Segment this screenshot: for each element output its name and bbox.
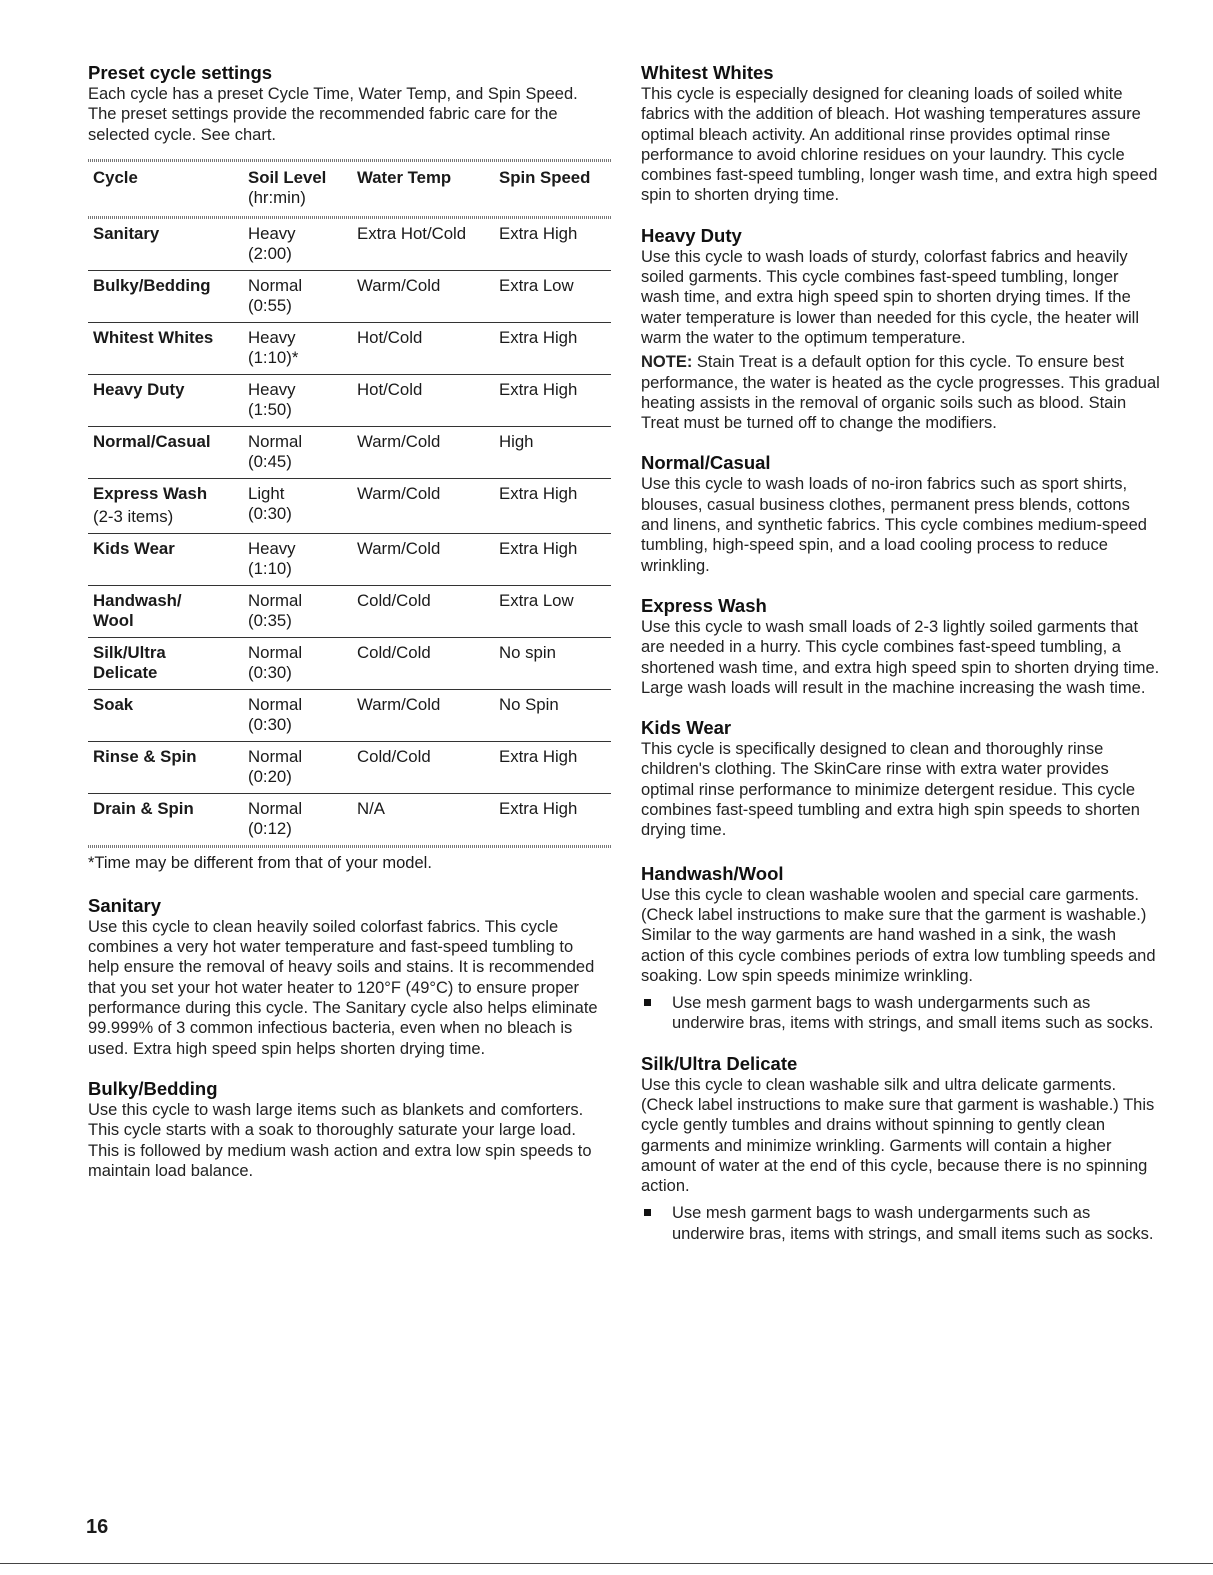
cycle-time: (0:12) <box>248 818 292 838</box>
header-spin-speed: Spin Speed <box>499 167 591 187</box>
soil-level: Normal <box>248 275 303 295</box>
table-row <box>88 638 611 690</box>
cell-cycle <box>93 747 248 787</box>
cell-water-temp: Hot/Cold <box>357 379 423 399</box>
cell-spin-speed: Extra High <box>499 327 578 347</box>
kids-wear-text: This cycle is specifically designed to clean and thoroughly rinse children's clothing. The SkinCare rinse with extra water provides optimal rinse performance to minimize detergent residue. This cycle combines fast-speed tumbling and extra high spin speeds to shorten drying time. <box>641 740 1140 840</box>
soil-level: Normal <box>248 642 303 662</box>
header-cycle: Cycle <box>93 167 138 187</box>
kids-wear-heading: Kids Wear <box>641 717 732 739</box>
cell-spin-speed: Extra Low <box>499 590 574 610</box>
handwash-wool-text: Use this cycle to clean washable woolen and special care garments. (Check label instructions to make sure that the garment is washable.) Similar to the way garments are hand washed in a sink, the wash action of this cycle combines periods of extra low tumbling speeds and soaking. Low spin speeds minimize wrinkling. <box>641 885 1156 985</box>
heavy-duty-note <box>641 352 1161 433</box>
table-footnote: *Time may be different from that of your model. <box>88 853 432 872</box>
cycle-name: Bulky/Bedding <box>93 275 211 295</box>
cell-spin-speed: Extra High <box>499 223 578 243</box>
handwash-bullet-list <box>641 993 1161 1034</box>
soil-level: Normal <box>248 431 303 451</box>
cycle-name-line2: Wool <box>93 610 134 630</box>
left-column <box>88 62 604 1181</box>
sanitary-heading: Sanitary <box>88 894 162 916</box>
table-bottom-rule <box>88 845 611 848</box>
soil-level: Heavy <box>248 327 296 347</box>
cell-soil-level <box>248 591 357 631</box>
normal-casual-text: Use this cycle to wash loads of no-iron fabrics such as sport shirts, blouses, casual business clothes, permanent press blends, cottons and linens, and synthetic fabrics. This cycle combines medium-speed tumbling, high-speed spin, and a load cooling process to reduce wrinkling. <box>641 475 1147 575</box>
cell-water-temp: Warm/Cold <box>357 538 441 558</box>
cell-water-temp: Warm/Cold <box>357 431 441 451</box>
cell-soil-level <box>248 799 357 839</box>
cycle-name: Whitest Whites <box>93 327 214 347</box>
cycle-name-line2: Delicate <box>93 662 158 682</box>
bulky-bedding-text: Use this cycle to wash large items such as blankets and comforters. This cycle starts with a soak to thoroughly saturate your large load. This is followed by medium wash action and extra low spin speeds to maintain load balance. <box>88 1100 592 1180</box>
bottom-rule <box>0 1563 1213 1564</box>
cycle-time: (0:45) <box>248 451 292 471</box>
cell-cycle <box>93 432 248 472</box>
soil-level: Normal <box>248 590 303 610</box>
soil-level: Heavy <box>248 223 296 243</box>
cell-soil-level <box>248 328 357 368</box>
cell-soil-level <box>248 224 357 264</box>
cycle-time: (0:30) <box>248 662 292 682</box>
cell-spin-speed: Extra High <box>499 379 578 399</box>
cell-spin-speed: High <box>499 431 534 451</box>
soil-level: Normal <box>248 694 303 714</box>
table-row <box>88 479 611 534</box>
cycle-name: Sanitary <box>93 223 160 243</box>
soil-level: Normal <box>248 798 303 818</box>
cell-soil-level <box>248 276 357 316</box>
cell-water-temp: Cold/Cold <box>357 746 431 766</box>
table-body <box>88 219 611 845</box>
cell-cycle <box>93 276 248 316</box>
cycle-name: Silk/Ultra <box>93 642 166 662</box>
cycle-name: Kids Wear <box>93 538 175 558</box>
cell-soil-level <box>248 643 357 683</box>
cell-soil-level <box>248 747 357 787</box>
right-column <box>641 62 1161 1244</box>
cycle-time: (0:20) <box>248 766 292 786</box>
table-row <box>88 586 611 638</box>
cycle-settings-table <box>88 159 611 848</box>
header-soil-label: Soil Level <box>248 167 327 187</box>
cell-spin-speed: No spin <box>499 642 556 662</box>
bullet-square-icon <box>644 1209 651 1216</box>
cell-spin-speed: Extra Low <box>499 275 574 295</box>
cell-spin-speed: Extra High <box>499 483 578 503</box>
cycle-name: Handwash/ <box>93 590 182 610</box>
note-text: Stain Treat is a default option for this cycle. To ensure best performance, the water is heated as the cycle progresses. This gradual heating assists in the removal of organic soils such as blood. Stain Treat must be turned off to change the modifiers. <box>641 353 1160 433</box>
table-row <box>88 534 611 586</box>
table-row <box>88 375 611 427</box>
cell-soil-level <box>248 484 357 527</box>
preset-settings-heading: Preset cycle settings <box>88 62 273 83</box>
handwash-wool-heading: Handwash/Wool <box>641 862 784 884</box>
cell-cycle <box>93 643 248 683</box>
silk-ultra-delicate-heading: Silk/Ultra Delicate <box>641 1052 798 1074</box>
cell-spin-speed: No Spin <box>499 694 559 714</box>
cell-spin-speed: Extra High <box>499 798 578 818</box>
cycle-name: Soak <box>93 694 134 714</box>
cell-cycle <box>93 328 248 368</box>
table-row <box>88 742 611 794</box>
bullet-text: Use mesh garment bags to wash undergarments such as underwire bras, items with strings, and small items such as socks. <box>672 994 1154 1033</box>
cycle-time: (0:30) <box>248 503 292 523</box>
cell-spin-speed: Extra High <box>499 538 578 558</box>
cycle-name: Normal/Casual <box>93 431 211 451</box>
table-row <box>88 794 611 845</box>
list-item <box>641 1203 1161 1244</box>
cycle-name: Drain & Spin <box>93 798 194 818</box>
cell-water-temp: Warm/Cold <box>357 275 441 295</box>
table-header-row <box>88 162 611 216</box>
bullet-text: Use mesh garment bags to wash undergarments such as underwire bras, items with strings, and small items such as socks. <box>672 1204 1154 1243</box>
silk-bullet-list <box>641 1203 1161 1244</box>
cycle-time: (1:10)* <box>248 347 299 367</box>
heavy-duty-heading: Heavy Duty <box>641 224 742 246</box>
cell-cycle <box>93 695 248 735</box>
cell-cycle <box>93 591 248 631</box>
heavy-duty-text: Use this cycle to wash loads of sturdy, colorfast fabrics and heavily soiled garments. This cycle combines fast-speed tumbling, longer wash time, and extra high speed spin to shorten drying times. If the water temperature is lower than needed for this cycle, the heater will warm the water to the optimum temperature. <box>641 247 1139 347</box>
soil-level: Heavy <box>248 379 296 399</box>
cell-soil-level <box>248 539 357 579</box>
cycle-time: (2:00) <box>248 243 292 263</box>
express-wash-text: Use this cycle to wash small loads of 2-3 lightly soiled garments that are needed in a hurry. This cycle combines fast-speed tumbling, a shortened wash time, and extra high speed spin to shorten drying time. Large wash loads will result in the machine increasing the wash time. <box>641 617 1160 697</box>
preset-settings-text: Each cycle has a preset Cycle Time, Water Temp, and Spin Speed. The preset settings provide the recommended fabric care for the selected cycle. See chart. <box>88 85 578 144</box>
bulky-bedding-heading: Bulky/Bedding <box>88 1077 218 1099</box>
cycle-time: (1:50) <box>248 399 292 419</box>
cell-water-temp: Warm/Cold <box>357 694 441 714</box>
cell-water-temp: Hot/Cold <box>357 327 423 347</box>
cycle-name: Rinse & Spin <box>93 746 197 766</box>
cell-cycle <box>93 224 248 264</box>
cell-water-temp: Extra Hot/Cold <box>357 223 467 243</box>
cycle-time: (0:35) <box>248 610 292 630</box>
sanitary-text: Use this cycle to clean heavily soiled colorfast fabrics. This cycle combines a very hot water temperature and fast-speed tumbling to help ensure the removal of heavy soils and stains. It is recommended that you set your hot water heater to 120°F (49°C) to ensure proper performance during this cycle. The Sanitary cycle also helps eliminate 99.999% of 3 common infectious bacteria, even when no bleach is used. Extra high speed spin helps shorten drying time. <box>88 917 598 1058</box>
cell-water-temp: N/A <box>357 798 385 818</box>
cell-cycle <box>93 799 248 839</box>
express-wash-heading: Express Wash <box>641 594 767 616</box>
soil-level: Normal <box>248 746 303 766</box>
soil-level: Heavy <box>248 538 296 558</box>
cell-soil-level <box>248 432 357 472</box>
cycle-time: (0:55) <box>248 295 292 315</box>
header-soil-level <box>248 168 357 208</box>
silk-ultra-delicate-text: Use this cycle to clean washable silk and ultra delicate garments. (Check label instructions to make sure that garment is washable.) This cycle gently tumbles and drains without spinning to gently clean garments and minimize wrinkling. Garments will contain a higher amount of water at the end of this cycle, because there is no spinning action. <box>641 1075 1155 1196</box>
cycle-time: (0:30) <box>248 714 292 734</box>
cell-water-temp: Cold/Cold <box>357 642 431 662</box>
table-row <box>88 271 611 323</box>
cell-water-temp: Warm/Cold <box>357 483 441 503</box>
whitest-whites-heading: Whitest Whites <box>641 62 774 83</box>
table-row <box>88 690 611 742</box>
cell-water-temp: Cold/Cold <box>357 590 431 610</box>
cycle-note: (2-3 items) <box>93 506 174 526</box>
cycle-time: (1:10) <box>248 558 292 578</box>
whitest-whites-text: This cycle is especially designed for cleaning loads of soiled white fabrics with the addition of bleach. Hot washing temperatures assure optimal bleach activity. An additional rinse provides optimal rinse performance to avoid chlorine residues on your laundry. This cycle combines fast-speed tumbling, longer wash time, and extra high speed spin to shorten drying time. <box>641 85 1158 205</box>
cycle-name: Express Wash <box>93 483 208 503</box>
cell-soil-level <box>248 380 357 420</box>
page-number: 16 <box>86 1516 109 1538</box>
cell-cycle <box>93 539 248 579</box>
bullet-square-icon <box>644 999 651 1006</box>
header-water-temp: Water Temp <box>357 167 452 187</box>
table-row <box>88 323 611 375</box>
cell-cycle <box>93 484 248 527</box>
cell-soil-level <box>248 695 357 735</box>
cycle-name: Heavy Duty <box>93 379 185 399</box>
note-label: NOTE: <box>641 353 693 372</box>
table-row <box>88 219 611 271</box>
header-time-unit: (hr:min) <box>248 187 306 207</box>
soil-level: Light <box>248 483 285 503</box>
cell-spin-speed: Extra High <box>499 746 578 766</box>
list-item <box>641 993 1161 1034</box>
cell-cycle <box>93 380 248 420</box>
table-row <box>88 427 611 479</box>
normal-casual-heading: Normal/Casual <box>641 452 771 474</box>
